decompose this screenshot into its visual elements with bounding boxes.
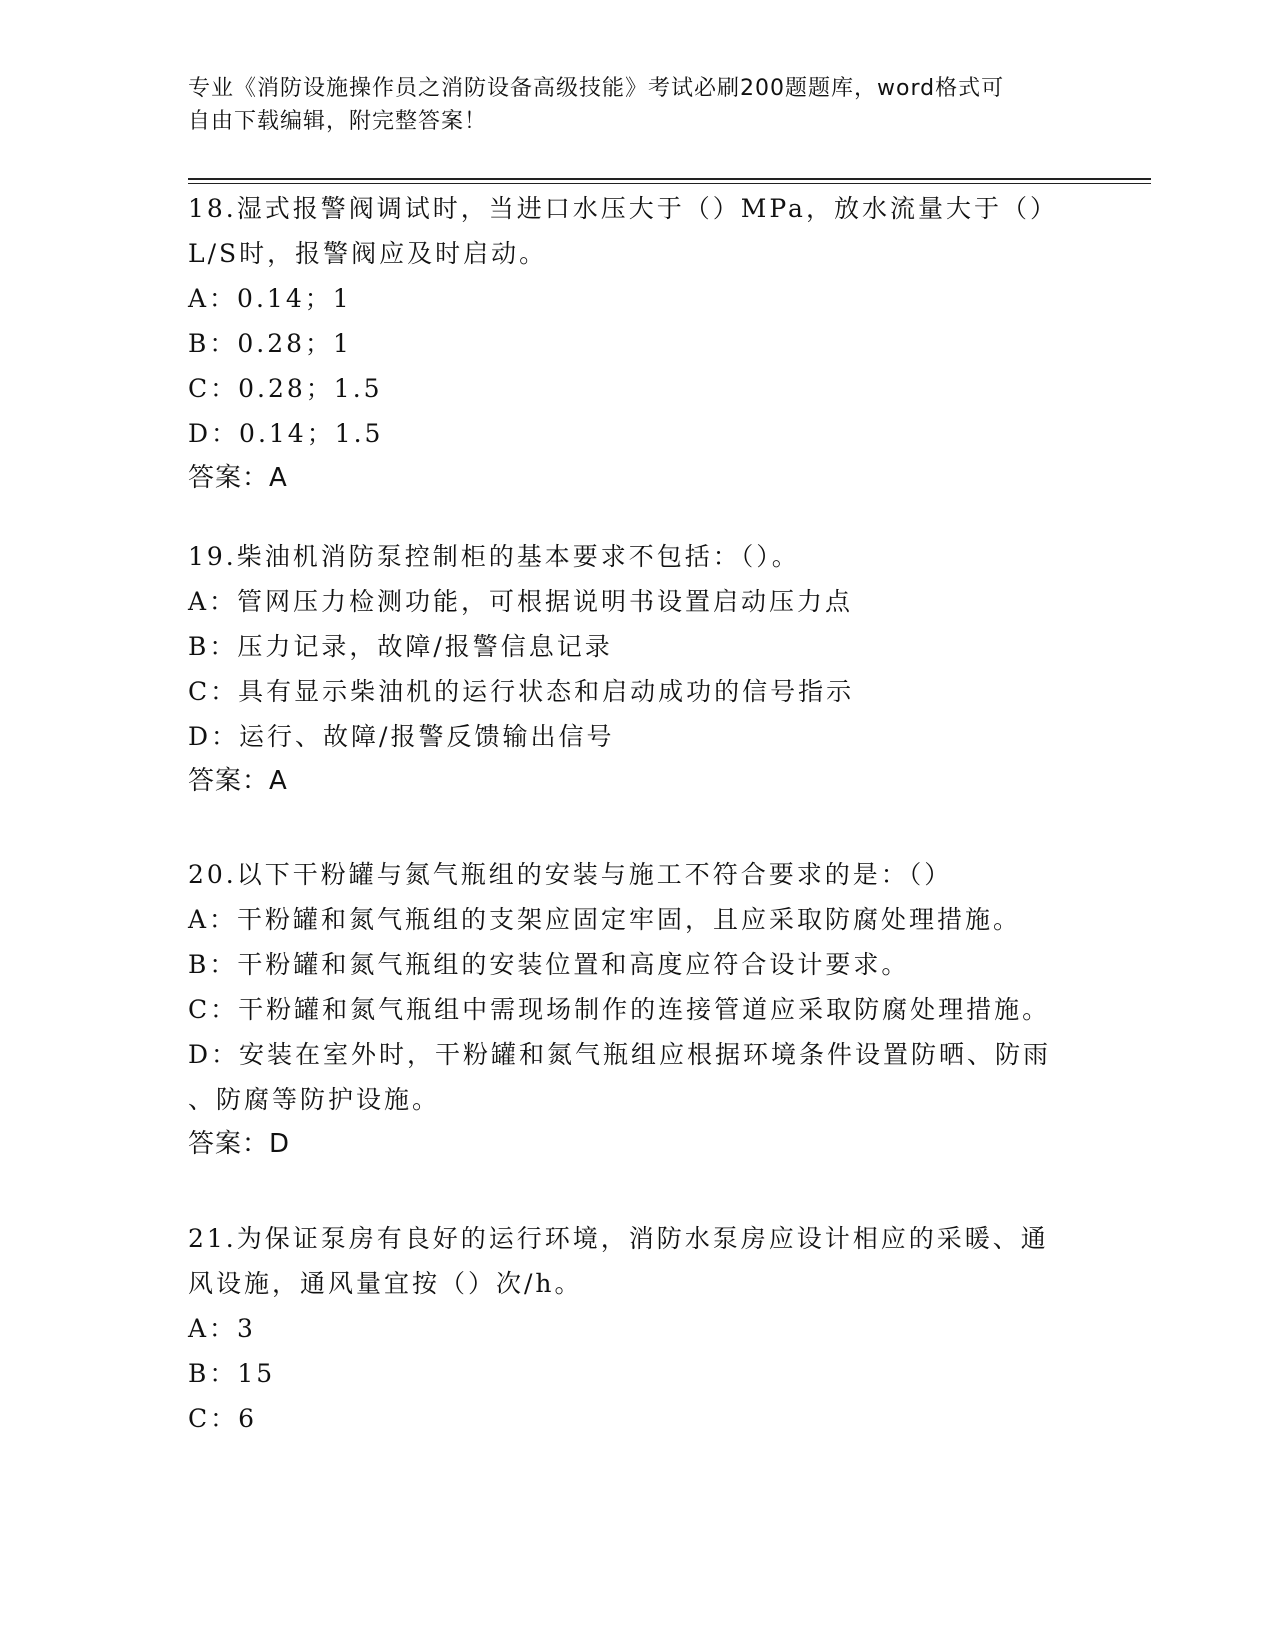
option-c: C：干粉罐和氮气瓶组中需现场制作的连接管道应采取防腐处理措施。 <box>188 995 1051 1024</box>
option-b: B：15 <box>188 1359 276 1388</box>
option-c: C：6 <box>188 1404 258 1433</box>
header-divider-thin <box>188 183 1151 184</box>
question-text <box>188 186 1078 276</box>
question-21 <box>188 1216 1078 1441</box>
option-c: C：0.28；1.5 <box>188 374 383 403</box>
question-text-line: L/S时，报警阀应及时启动。 <box>188 239 548 268</box>
question-text <box>188 534 1078 579</box>
option-b: B：0.28；1 <box>188 329 352 358</box>
question-text <box>188 852 1078 897</box>
question-text <box>188 1216 1078 1306</box>
answer: 答案：A <box>188 463 288 493</box>
header-line-1: 专业《消防设施操作员之消防设备高级技能》考试必刷200题题库，word格式可 <box>188 76 1005 101</box>
answer: 答案：D <box>188 1129 291 1159</box>
answer: 答案：A <box>188 766 288 796</box>
question-20 <box>188 852 1078 1167</box>
document-header <box>188 72 1068 138</box>
header-divider-thick <box>188 178 1151 180</box>
question-19 <box>188 534 1078 804</box>
option-a: A：3 <box>188 1314 256 1343</box>
question-text-line: 风设施，通风量宜按（）次/h。 <box>188 1269 583 1298</box>
option-d-continuation: 、防腐等防护设施。 <box>188 1085 441 1114</box>
option-b: B：压力记录，故障/报警信息记录 <box>188 632 613 661</box>
option-d: D：0.14；1.5 <box>188 419 384 448</box>
question-text-line: 21.为保证泵房有良好的运行环境，消防水泵房应设计相应的采暖、通 <box>188 1224 1049 1253</box>
option-a: A：管网压力检测功能，可根据说明书设置启动压力点 <box>188 587 854 616</box>
question-text-line: 18.湿式报警阀调试时，当进口水压大于（）MPa，放水流量大于（） <box>188 194 1058 223</box>
option-a: A：0.14；1 <box>188 284 352 313</box>
question-text-line: 20.以下干粉罐与氮气瓶组的安装与施工不符合要求的是：（） <box>188 860 953 889</box>
question-text-line: 19.柴油机消防泵控制柜的基本要求不包括：（）。 <box>188 542 800 571</box>
option-b: B：干粉罐和氮气瓶组的安装位置和高度应符合设计要求。 <box>188 950 910 979</box>
option-d: D：运行、故障/报警反馈输出信号 <box>188 722 615 751</box>
option-d: D：安装在室外时，干粉罐和氮气瓶组应根据环境条件设置防晒、防雨 <box>188 1040 1052 1069</box>
header-line-2: 自由下载编辑，附完整答案！ <box>188 109 488 134</box>
option-a: A：干粉罐和氮气瓶组的支架应固定牢固，且应采取防腐处理措施。 <box>188 905 1022 934</box>
question-18 <box>188 186 1078 501</box>
option-c: C：具有显示柴油机的运行状态和启动成功的信号指示 <box>188 677 855 706</box>
